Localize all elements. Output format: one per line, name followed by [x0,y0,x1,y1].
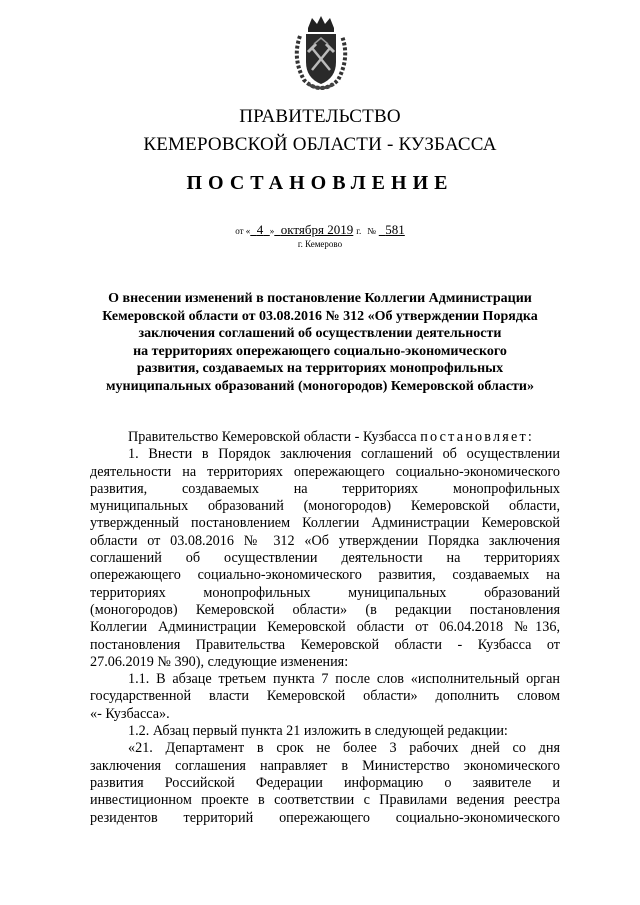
subject-line: Кемеровской области от 03.08.2016 № 312 «Об утверждении Порядка [102,308,538,324]
subject-line: на территориях опережающего социально-экономического [133,343,507,359]
body-line: инвестиционном проекте в соответствии с Правилами ведения реестра [90,792,560,809]
body-line: «- Кузбасса». [90,705,170,722]
date-year-suffix: г. [356,226,362,236]
body-line: Коллегии Администрации Кемеровской области от 06.04.2018 №136, [90,619,560,636]
body-line: 1.1. В абзаце третьем пункта 7 после слов «исполнительный орган [128,671,560,688]
body-line: деятельности на территориях опережающего социально-экономического [90,463,560,480]
document-number: 581 [385,222,405,237]
date-number-line [0,222,640,238]
subject-line: заключения соглашений об осуществлении деятельности [138,326,502,341]
body-line: постановления Правительства Кемеровской области - Кузбасса от [90,636,560,653]
number-prefix: № [367,226,376,236]
subject-line: муниципальных образований (моногородов) Кемеровской области» [106,378,534,394]
date-month-year: октября 2019 [280,222,354,237]
subject-line: развития, создаваемых на территориях монопрофильных [136,361,504,376]
kemerovo-coat-of-arms-icon [290,14,352,92]
body-line: заключения соглашения направляет в Министерство экономического [90,757,560,774]
date-day: 4 [256,222,264,237]
body-line: 1.2. Абзац первый пункта 21 изложить в следующей редакции: [128,723,508,740]
body-line: развития Российской Федерации информацию о заявителе и [90,774,560,791]
government-name-line1: ПРАВИТЕЛЬСТВО [239,106,401,127]
body-line: 1. Внести в Порядок заключения соглашений об осуществлении [128,446,560,463]
body-line: развития, создаваемых на территориях монопрофильных [90,480,560,497]
government-name-line2: КЕМЕРОВСКОЙ ОБЛАСТИ - КУЗБАССА [143,134,497,155]
body-line: (моногородов) Кемеровской области» (в редакции постановления [90,601,560,618]
intro-line: Правительство Кемеровской области - Кузбасса постановляет: [128,429,535,445]
body-line: государственной власти Кемеровской области» дополнить словом [90,688,560,705]
date-from-label: от « [235,226,251,236]
body-line: «21. Департамент в срок не более 3 рабочих дней со дня [128,740,560,757]
document-body [90,429,560,827]
body-line: 27.06.2019 № 390), следующие изменения: [90,653,349,670]
body-line: утвержденный постановлением Коллегии Администрации Кемеровской [90,515,560,532]
body-line: области от 03.08.2016 № 312 «Об утверждении Порядка заключения [90,532,560,549]
body-line: резидентов территорий опережающего социально-экономического [90,809,560,826]
document-subject [90,290,550,395]
document-type-title: ПОСТАНОВЛЕНИЕ [186,172,454,194]
date-mid-label: » [269,226,275,236]
subject-line: О внесении изменений в постановление Коллегии Администрации [108,291,532,306]
body-line: территориях монопрофильных муниципальных образований [90,584,560,601]
city-label: г. Кемерово [297,239,343,249]
intro-resolves: постановляет: [420,429,535,445]
body-line: соглашений об осуществлении деятельности на территориях [90,550,560,567]
body-line: муниципальных образований (моногородов) Кемеровской области, [90,498,560,515]
body-line: опережающего социально-экономического развития, создаваемых на [90,567,560,584]
